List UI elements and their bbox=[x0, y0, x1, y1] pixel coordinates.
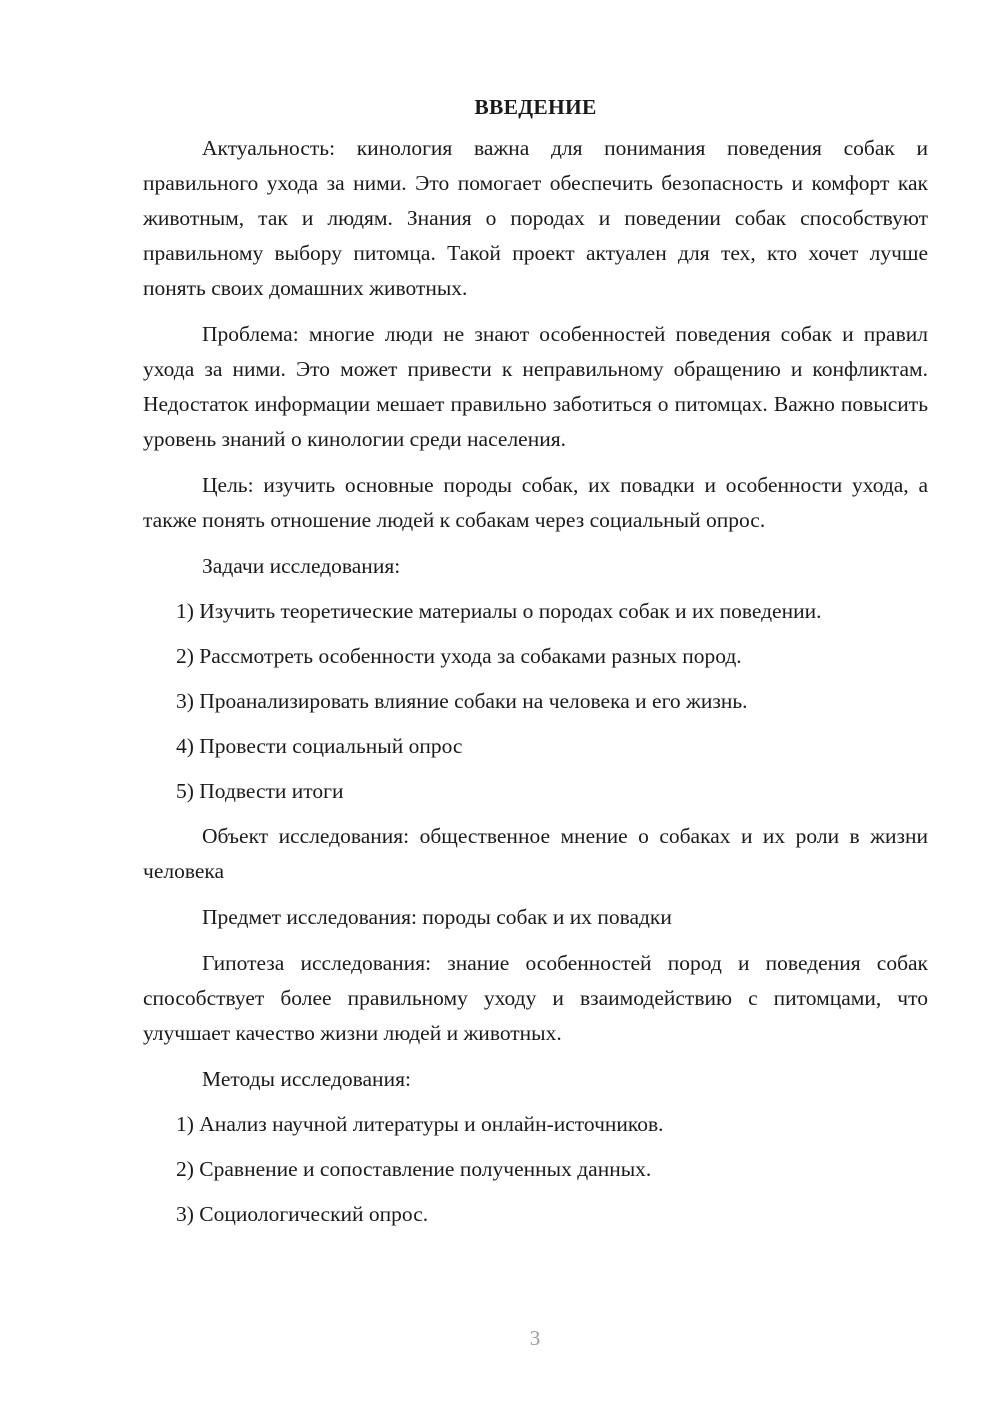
list-item: 4) Провести социальный опрос bbox=[176, 734, 463, 758]
list-item: 1) Анализ научной литературы и онлайн-источников. bbox=[176, 1112, 664, 1136]
methods-heading: Методы исследования: bbox=[202, 1067, 411, 1091]
tasks-list bbox=[143, 594, 928, 809]
relevance-paragraph: Актуальность: кинология важна для понимания поведения собак и правильного ухода за ними. Это помогает обеспечить безопасность и комфорт как животным, так и людям. Знания о породах и поведении собак способствуют правильному выбору питомца. Такой проект актуален для тех, кто хочет лучше понять своих домашних животных. bbox=[143, 136, 928, 300]
document-page bbox=[143, 90, 928, 1242]
list-item: 2) Рассмотреть особенности ухода за собаками разных пород. bbox=[176, 644, 742, 668]
page-number: 3 bbox=[529, 1326, 541, 1350]
list-item: 5) Подвести итоги bbox=[176, 779, 344, 803]
tasks-heading: Задачи исследования: bbox=[202, 554, 401, 578]
list-item: 3) Социологический опрос. bbox=[176, 1202, 429, 1226]
list-item: 1) Изучить теоретические материалы о породах собак и их поведении. bbox=[176, 599, 822, 623]
hypothesis-paragraph: Гипотеза исследования: знание особенностей пород и поведения собак способствует более правильному уходу и взаимодействию с питомцами, что улучшает качество жизни людей и животных. bbox=[143, 951, 928, 1045]
section-title: ВВЕДЕНИЕ bbox=[474, 95, 597, 119]
subject-paragraph: Предмет исследования: породы собак и их повадки bbox=[202, 905, 672, 929]
goal-paragraph: Цель: изучить основные породы собак, их повадки и особенности ухода, а также понять отношение людей к собакам через социальный опрос. bbox=[143, 473, 928, 532]
list-item: 2) Сравнение и сопоставление полученных данных. bbox=[176, 1157, 652, 1181]
list-item: 3) Проанализировать влияние собаки на человека и его жизнь. bbox=[176, 689, 748, 713]
methods-list bbox=[143, 1107, 928, 1232]
problem-paragraph: Проблема: многие люди не знают особенностей поведения собак и правил ухода за ними. Это может привести к неправильному обращению и конфликтам. Недостаток информации мешает правильно заботиться о питомцах. Важно повысить уровень знаний о кинологии среди населения. bbox=[143, 322, 928, 451]
object-paragraph: Объект исследования: общественное мнение о собаках и их роли в жизни человека bbox=[143, 824, 928, 883]
